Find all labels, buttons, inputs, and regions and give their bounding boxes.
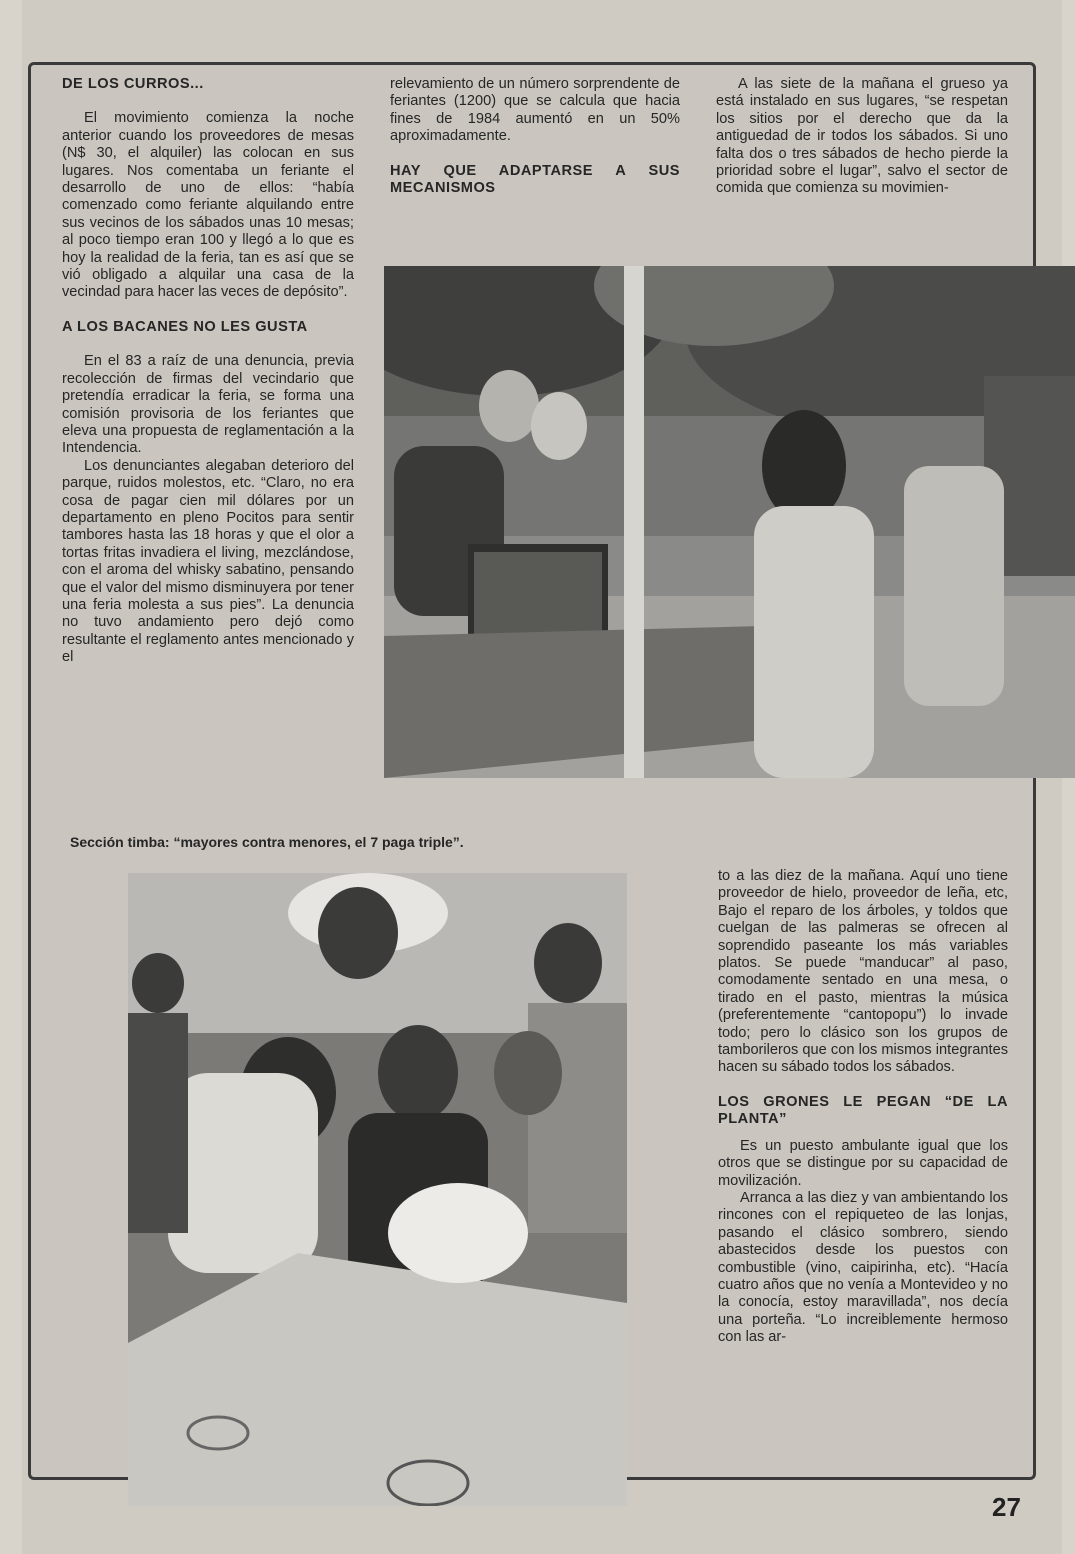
body-paragraph: El movimiento comienza la noche anterior cuando los proveedores de mesas (N$ 30, el alquiler) las colocan en sus lugares. Nos comentaba un feriante el desarrollo de uno de ellos: “había comenzado como feriante alquilando entre sus vecinos de los sábados unas 10 mesas; al poco tiempo eran 100 y llegó a lo que es hoy la realidad de la feria, tan es así que se vió obligado a alquilar una casa de la vecindad para hacer las veces de depósito”.	[62, 110, 354, 301]
timba-photo	[128, 873, 627, 1506]
body-paragraph: relevamiento de un número sorprendente de feriantes (1200) que se calcula que hacia fines de 1984 aumentó en un 50% aproximadamente.	[390, 76, 680, 145]
body-paragraph: En el 83 a raíz de una denuncia, previa recolección de firmas del vecindario que pretendía erradicar la feria, se forma una comisión provisoria de los feriantes que eleva una propuesta de reglamentación a la Intendencia.	[62, 353, 354, 457]
column-right-top	[716, 76, 1008, 198]
section-heading: HAY QUE ADAPTARSE A SUS MECANISMOS	[390, 162, 680, 197]
market-photo-image	[384, 266, 1075, 778]
body-paragraph: A las siete de la mañana el grueso ya está instalado en sus lugares, “se respetan los sitios por el derecho que da la antiguedad de ir todos los sábados. Si uno falta dos o tres sábados de hecho pierde la prioridad sobre el lugar”, salvo el sector de comida que comienza su movimien-	[716, 76, 1008, 197]
column-middle	[390, 76, 680, 197]
market-photo	[384, 266, 1075, 778]
column-right-bottom	[718, 868, 1008, 1347]
page-number: 27	[992, 1492, 1021, 1522]
body-paragraph: to a las diez de la mañana. Aquí uno tiene proveedor de hielo, proveedor de leña, etc, Bajo el reparo de los árboles, y toldos que cuelgan de las palmeras se ofrecen al soprendido paseante los más variables platos. Se puede “manducar” al paso, comodamente sentado en una mesa, o tirado en el pasto, mientras la música (preferentemente “cantopopu”) lo invade todo; pero lo clásico son los grupos de tamborileros que con los mismos integrantes hacen su sábado todos los sábados.	[718, 868, 1008, 1076]
section-heading: DE LOS CURROS...	[62, 76, 204, 92]
body-paragraph: Arranca a las diez y van ambientando los rincones con el repiqueteo de las lonjas, pasando el clásico sombrero, siendo abastecidos desde los puestos con combustible (vino, caipirinha, etc). “Hacía cuatro años que no venía a Montevideo y no la conocía, estoy maravillada”, nos decía una porteña. “Lo increiblemente hermoso con las ar-	[718, 1189, 1008, 1346]
photo-caption: Sección timba: “mayores contra menores, el 7 paga triple”.	[70, 834, 464, 850]
section-heading: LOS GRONES LE PEGAN “DE LA PLANTA”	[718, 1093, 1008, 1128]
section-heading: A LOS BACANES NO LES GUSTA	[62, 318, 308, 335]
body-paragraph: Los denunciantes alegaban deterioro del parque, ruidos molestos, etc. “Claro, no era cosa de pagar cien mil dólares por un departamento en pleno Pocitos para sentir tambores hasta las 18 horas y que el olor a tortas fritas invadiera el living, mezclándose, con el aroma del whisky sabatino, pensando que el valor del mismo disminuyera por tener una feria molesta a sus pies”. La denuncia no tuvo andamiento pero dejó como resultante el reglamento antes mencionado y el	[62, 457, 354, 666]
timba-photo-image	[128, 873, 627, 1506]
body-paragraph: Es un puesto ambulante igual que los otros que se distingue por su capacidad de movilización.	[718, 1137, 1008, 1189]
column-left	[62, 76, 354, 667]
